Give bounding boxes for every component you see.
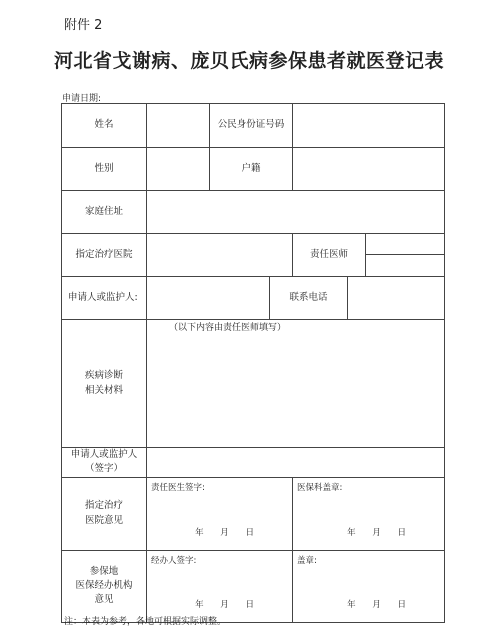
insurance-stamp-label: 医保科盖章: <box>297 482 343 493</box>
signature-label <box>62 448 147 478</box>
gender-label: 性别 <box>62 148 147 191</box>
handler-signature-label: 经办人签字: <box>151 555 197 566</box>
applicant-field[interactable] <box>147 277 270 320</box>
address-field[interactable] <box>147 191 445 234</box>
diagnosis-note: （以下内容由责任医师填写） <box>169 323 287 333</box>
insurance-stamp-field[interactable] <box>293 477 445 550</box>
doctor-field-1[interactable] <box>366 234 445 255</box>
attachment-label: 附件 2 <box>64 18 103 33</box>
handler-signature-date: 年 月 日 <box>195 599 255 610</box>
applicant-label: 申请人或监护人: <box>62 277 147 320</box>
diagnosis-label-line-2: 相关材料 <box>84 384 123 396</box>
diagnosis-label-line-1: 疾病诊断 <box>84 370 123 382</box>
phone-field[interactable] <box>348 277 445 320</box>
agency-stamp-label: 盖章: <box>297 555 317 566</box>
hospital-opinion-label <box>62 477 147 550</box>
doctor-signature-field[interactable] <box>147 477 293 550</box>
hospital-label: 指定治疗医院 <box>62 234 147 277</box>
form-title: 河北省戈谢病、庞贝氏病参保患者就医登记表 <box>53 50 444 72</box>
application-date-label: 申请日期: <box>62 94 102 104</box>
id-number-field[interactable] <box>293 104 445 148</box>
agency-opinion-line-1: 参保地 <box>89 565 119 577</box>
agency-stamp-date: 年 月 日 <box>347 599 407 610</box>
signature-label-line-2: （签字） <box>84 463 123 475</box>
footnote: 注：本表为参考，各地可根据实际调整。 <box>64 617 227 627</box>
doctor-signature-label: 责任医生签字: <box>151 482 205 493</box>
handler-signature-field[interactable] <box>147 550 293 622</box>
signature-label-line-1: 申请人或监护人 <box>70 449 138 460</box>
signature-field[interactable] <box>147 448 445 478</box>
hospital-opinion-line-1: 指定治疗 <box>84 500 123 512</box>
address-label: 家庭住址 <box>62 191 147 234</box>
agency-stamp-field[interactable] <box>293 550 445 622</box>
agency-opinion-label <box>62 550 147 622</box>
diagnosis-label <box>62 320 147 448</box>
insurance-stamp-date: 年 月 日 <box>347 527 407 538</box>
hospital-opinion-line-2: 医院意见 <box>84 514 123 526</box>
household-label: 户籍 <box>210 148 293 191</box>
name-field[interactable] <box>147 104 210 148</box>
household-field[interactable] <box>293 148 445 191</box>
registration-form-table <box>61 103 445 623</box>
doctor-signature-date: 年 月 日 <box>195 527 255 538</box>
name-label: 姓名 <box>62 104 147 148</box>
doctor-label: 责任医师 <box>293 234 366 277</box>
id-number-label: 公民身份证号码 <box>210 104 293 148</box>
agency-opinion-line-3: 意见 <box>94 594 114 606</box>
phone-label: 联系电话 <box>270 277 348 320</box>
doctor-field-2[interactable] <box>366 255 445 277</box>
hospital-field[interactable] <box>147 234 293 277</box>
agency-opinion-line-2: 医保经办机构 <box>75 579 133 591</box>
gender-field[interactable] <box>147 148 210 191</box>
diagnosis-field[interactable] <box>147 320 445 448</box>
